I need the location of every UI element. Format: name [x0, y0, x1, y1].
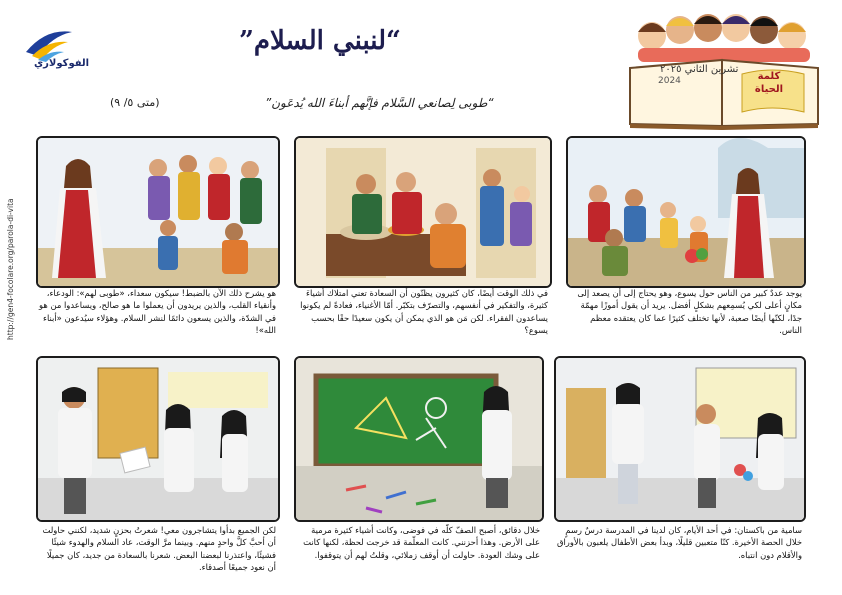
caption-3: هو يشرح ذلك الآن بالضبط! سيكون سعداء، «طوبى لهم»: الودعاء، وأنقياء القلب، والذين يريدون أن يعملوا ما هو صالح، ويساعدوا من هو في الشدّة، والذين يسعون دائمًا لنشر السلام. وهؤلاء سيُدعون «أبناء الله»!	[39, 288, 276, 336]
page-title: “لنبني السلام”	[238, 26, 402, 56]
caption-2: في ذلك الوقت أيضًا، كان كثيرون يظنّون أن السعادة تعني امتلاك أشياءَ كثيرة، والتفكير في أنفسهم، والتصرّف بتكبّر. أمّا الأغنياء، فعادةً لم يكونوا يساعدون الفقراء. لكن مَن هو الذي يمكن أن يكون سعيدًا حقًا بحسب يسوع؟	[300, 288, 548, 336]
jesus-crowd-illustration	[568, 138, 804, 286]
messy-classroom-illustration	[296, 358, 542, 520]
children-arguing-illustration	[38, 358, 278, 520]
caption-4: سامية من باكستان: في أحد الأيام، كان لدينا في المدرسة درسٌ رسمٍ خلال الحصة الأخيرة. كنّا متعبين قليلًا، وبدأ بعض الأطفال يلعبون بالأوراق والأقلام دون انتباه.	[556, 525, 802, 560]
side-url: http://gen4-focolare.org/parola-di-vita	[6, 198, 15, 340]
comic-panel-2	[294, 136, 552, 288]
comic-panel-4	[554, 356, 806, 522]
rich-feast-illustration	[296, 138, 550, 286]
issue-date: تشرين الثاني ٢٠٢٥	[660, 64, 739, 75]
jesus-preaching-illustration	[38, 138, 278, 286]
year-label: 2024	[658, 76, 681, 86]
comic-panel-1	[566, 136, 806, 288]
caption-5: خلال دقائق، أصبح الصفّ كلّه في فوضى، وكانت أشياء كثيرة مرمية على الأرض. وهذا أحزنني. كانت المعلّمة قد خرجت لحظة، لكنها كانت على وشك العودة. حاولت أن أوقف زملائي، وقلتُ لهم أن يتوقفوا.	[303, 525, 540, 560]
verse-reference: (متى ٥/ ٩)	[110, 96, 160, 109]
children-heads-icon	[638, 14, 810, 62]
logo-label: الفوكولاري	[34, 58, 90, 69]
word-of-life-label: كلمة الحياة	[754, 71, 784, 95]
caption-6: لكن الجميع بدأوا يتشاجرون معي! شعرتُ بحزنٍ شديد، لكنني حاولت أن أحبَّ كلَّ واحدٍ منهم. وبينما مرَّ الوقت، عاد السلام والهدوء شيئًا فشيئًا، واعتذرنا لبعضنا البعض. شعرنا بالسعادة من جديد، كان جميلًا أن نعود جميعًا أصدقاء.	[42, 525, 276, 573]
verse-text: “طوبى لِصانعي السَّلام فإنَّهم أبناءَ الله يُدعَون”	[265, 96, 494, 110]
comic-panel-5	[294, 356, 544, 522]
classroom-drawing-lesson-illustration	[556, 358, 804, 520]
comic-panel-3	[36, 136, 280, 288]
comic-panel-6	[36, 356, 280, 522]
caption-1: يوجد عددٌ كبير من الناس حول يسوع، وهو يحتاج إلى أن يصعد إلى مكانٍ أعلى لكي يُسمِعهم بشكلٍ أفضل. يريد أن يقول أموزًا مهمّة جدًا، لكنّها أيضًا صعبة، لأنها تختلف كثيرًا عما كان يعتقده معظم الناس.	[577, 288, 802, 336]
